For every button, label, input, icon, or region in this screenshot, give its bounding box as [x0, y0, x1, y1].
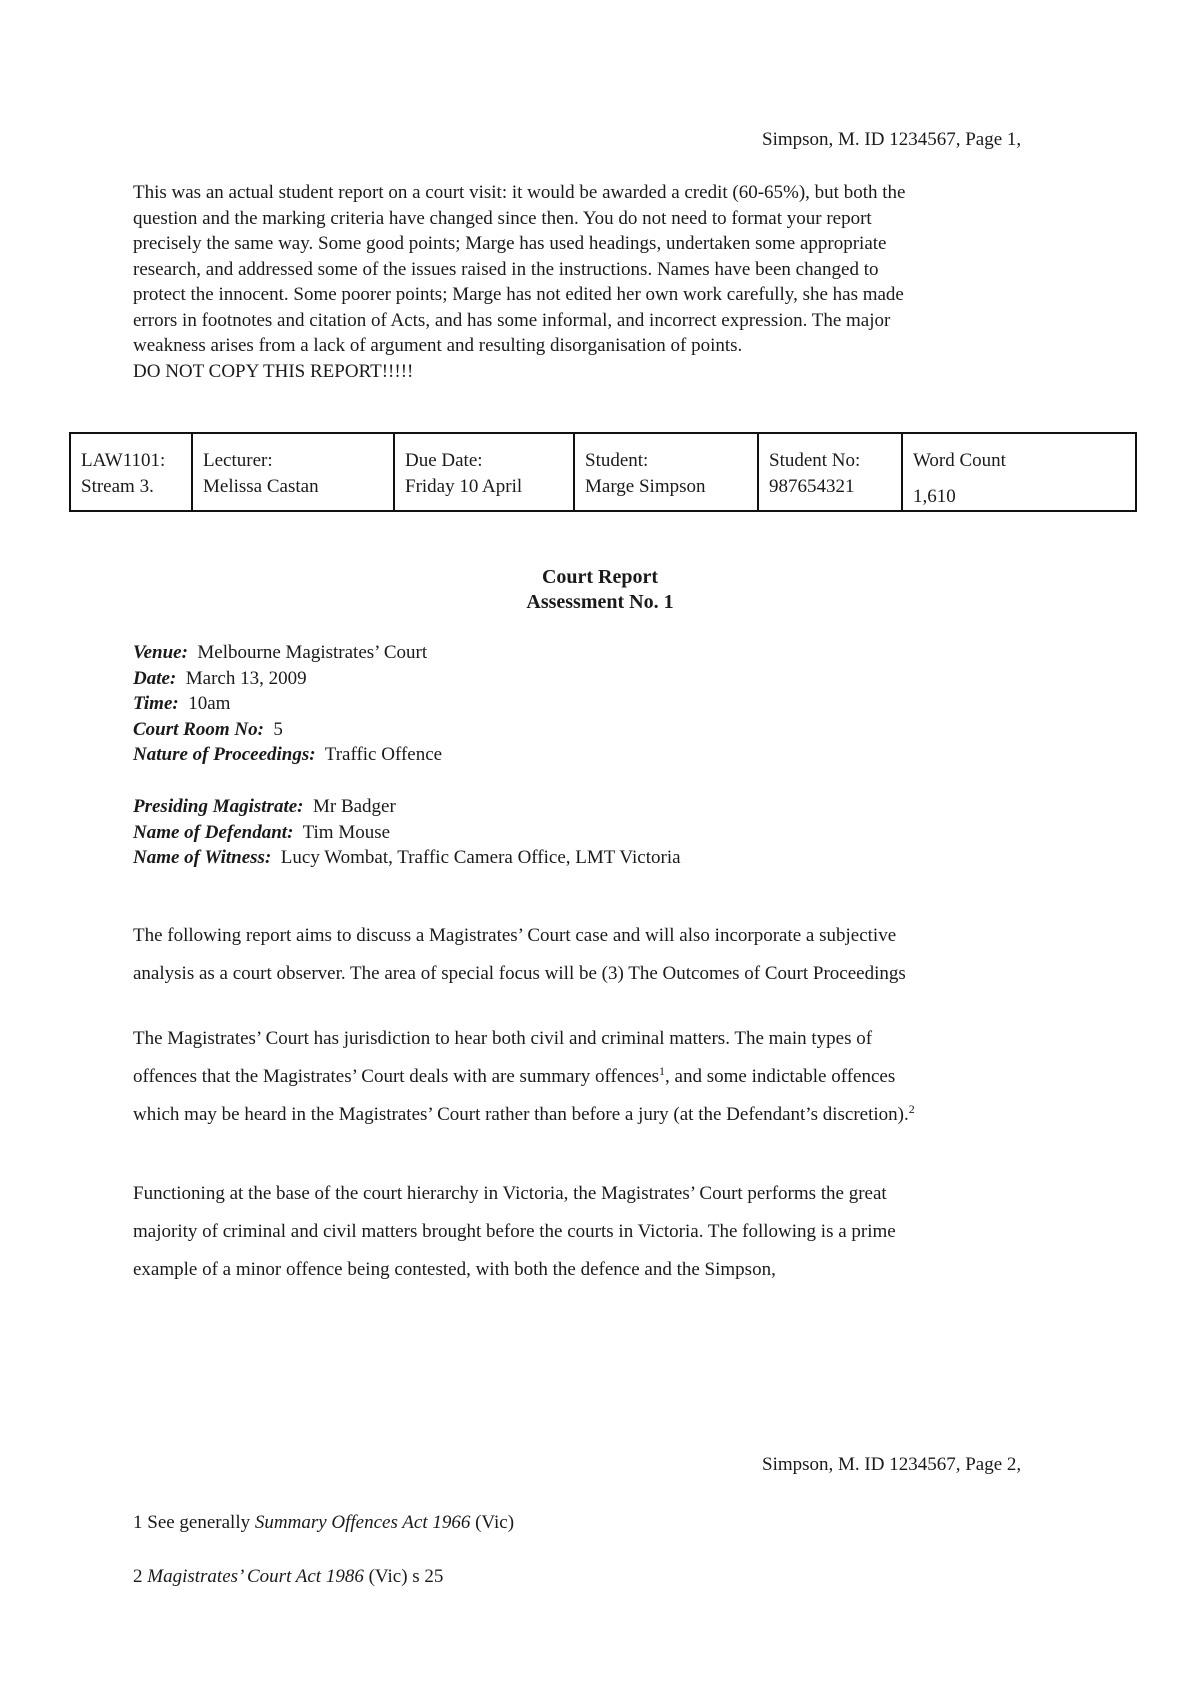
party-row: [133, 794, 681, 820]
detail-row: [133, 691, 442, 717]
detail-value: 5: [273, 718, 283, 740]
party-value: Mr Badger: [312, 796, 396, 817]
detail-row: [133, 742, 442, 768]
note-line: question and the marking criteria have changed since then. You do not need to format your report: [133, 207, 872, 229]
cell-label: Lecturer:: [203, 450, 273, 471]
footnote-citation: Magistrates’ Court Act 1986: [147, 1566, 364, 1587]
footnote-citation: Summary Offences Act 1966: [254, 1512, 471, 1533]
footnote-text: (Vic) s 25: [363, 1566, 444, 1587]
cover-info-table: [69, 432, 1137, 512]
note-line: This was an actual student report on a court visit: it would be awarded a credit (60-65%), but both the: [133, 182, 906, 203]
detail-label: Time:: [133, 693, 179, 714]
cell-label: Word Count: [913, 450, 1006, 471]
table-cell-student: [574, 433, 758, 511]
paragraph-line: The Magistrates’ Court has jurisdiction to hear both civil and criminal matters. The main types of: [133, 1028, 873, 1049]
table-row: [70, 433, 1136, 511]
party-details: [133, 794, 681, 871]
paragraph-line: example of a minor offence being contested, with both the defence and the Simpson,: [133, 1259, 776, 1280]
note-line: protect the innocent. Some poorer points; Marge has not edited her own work carefully, she has made: [133, 284, 904, 305]
report-title: Court Report: [541, 566, 659, 588]
cell-label: Due Date:: [405, 450, 483, 471]
cell-label: LAW1101:: [81, 450, 166, 471]
paragraph-line: majority of criminal and civil matters brought before the courts in Victoria. The following is a prime: [133, 1221, 896, 1242]
paragraph-line: analysis as a court observer. The area of special focus will be (3) The Outcomes of Court Proceedings: [133, 963, 906, 984]
detail-label: Venue:: [133, 642, 188, 663]
footnote-text: See generally: [147, 1512, 255, 1533]
paragraph-line: Functioning at the base of the court hierarchy in Victoria, the Magistrates’ Court performs the great: [133, 1183, 887, 1204]
footnote-2: [133, 1566, 443, 1588]
party-label: Presiding Magistrate:: [133, 796, 304, 817]
paragraph-line: [133, 1058, 1083, 1096]
detail-label: Nature of Proceedings:: [133, 744, 316, 765]
table-cell-due-date: [394, 433, 574, 511]
detail-value: March 13, 2009: [185, 667, 307, 689]
text-run: which may be heard in the Magistrates’ Court rather than before a jury (at the Defendant’s discretion).: [133, 1104, 909, 1125]
detail-value: Traffic Offence: [324, 744, 443, 765]
intro-note: [133, 180, 1063, 384]
footnote-text: (Vic): [470, 1512, 515, 1533]
footnote-ref: 2: [908, 1102, 915, 1116]
paragraph-hierarchy: [133, 1175, 1083, 1289]
paragraph-line: [133, 1096, 1083, 1134]
cell-value: 1,610: [913, 486, 956, 507]
detail-row: [133, 717, 442, 743]
page-header: Simpson, M. ID 1234567, Page 1,: [762, 129, 1022, 150]
cell-label: Student No:: [769, 450, 861, 471]
detail-row: [133, 666, 442, 692]
paragraph-intro: [133, 917, 1083, 993]
note-line: errors in footnotes and citation of Acts, and has some informal, and incorrect expression. The major: [133, 309, 891, 331]
cell-value: Marge Simpson: [585, 476, 706, 497]
party-label: Name of Defendant:: [133, 821, 294, 843]
cell-value: Friday 10 April: [405, 476, 523, 497]
footnote-number: 1: [133, 1512, 143, 1533]
detail-row: [133, 640, 442, 666]
page-header: Simpson, M. ID 1234567, Page 2,: [762, 1454, 1022, 1475]
note-line: weakness arises from a lack of argument and resulting disorganisation of points.: [133, 335, 743, 356]
party-label: Name of Witness:: [133, 847, 272, 868]
detail-value: 10am: [188, 693, 231, 714]
cell-value: Stream 3.: [81, 476, 154, 497]
table-cell-lecturer: [192, 433, 394, 511]
note-line: research, and addressed some of the issues raised in the instructions. Names have been changed to: [133, 258, 879, 280]
footnote-1: [133, 1512, 514, 1534]
party-row: [133, 845, 681, 871]
text-run: offences that the Magistrates’ Court deals with are summary offences: [133, 1066, 660, 1087]
table-cell-word-count: [902, 433, 1136, 511]
footnote-ref: 1: [659, 1064, 666, 1078]
paragraph-jurisdiction: [133, 1020, 1083, 1134]
detail-label: Court Room No:: [133, 718, 264, 740]
cell-value: 987654321: [769, 476, 855, 497]
party-row: [133, 820, 681, 846]
warning-text: DO NOT COPY THIS REPORT!!!!!: [133, 360, 414, 382]
table-cell-unit: [70, 433, 192, 511]
session-details: [133, 640, 442, 768]
text-run: , and some indictable offences: [665, 1066, 896, 1087]
report-subtitle: Assessment No. 1: [526, 591, 674, 613]
party-value: Lucy Wombat, Traffic Camera Office, LMT Victoria: [280, 847, 681, 868]
paragraph-line: The following report aims to discuss a Magistrates’ Court case and will also incorporate a subjective: [133, 925, 897, 946]
cell-value: Melissa Castan: [203, 476, 319, 497]
detail-label: Date:: [133, 667, 177, 689]
detail-value: Melbourne Magistrates’ Court: [197, 642, 428, 663]
table-cell-student-no: [758, 433, 902, 511]
note-line: precisely the same way. Some good points; Marge has used headings, undertaken some appropriate: [133, 233, 887, 254]
footnote-number: 2: [133, 1566, 143, 1587]
cell-label: Student:: [585, 450, 649, 471]
party-value: Tim Mouse: [302, 821, 391, 843]
